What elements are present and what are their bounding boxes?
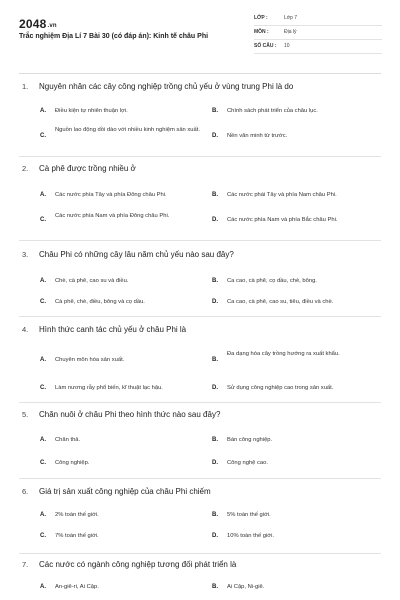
question-number: 3.	[22, 250, 29, 259]
question-number: 1.	[22, 82, 29, 91]
option-letter: C.	[40, 299, 46, 305]
option-letter: D.	[212, 133, 218, 139]
option-text: 5% toàn thế giới.	[227, 512, 271, 518]
option-text: Công nghệ cao.	[227, 460, 268, 466]
question-number: 2.	[22, 164, 29, 173]
site-logo[interactable]	[19, 17, 57, 31]
document-title: Trắc nghiệm Địa Lí 7 Bài 30 (có đáp án): Kinh tế châu Phi	[19, 33, 209, 40]
question-text: Các nước có ngành công nghiệp tương đối phát triển là	[39, 560, 237, 569]
option-letter: B.	[212, 108, 218, 114]
question-text: Cà phê được trồng nhiều ở	[39, 164, 136, 173]
option-text: An-giê-ri, Ai Cập.	[55, 584, 99, 590]
question-text: Hình thức canh tác chủ yếu ở châu Phi là	[39, 325, 187, 334]
question-number: 7.	[22, 560, 29, 569]
meta-grade	[254, 13, 382, 26]
option-text: 2% toàn thế giới.	[55, 512, 99, 518]
option-letter: A.	[40, 357, 46, 363]
logo-main: 2048	[19, 17, 47, 31]
question-number: 6.	[22, 487, 29, 496]
option-text: Ca cao, cà phê, cao su, tiêu, điều và chè.	[227, 299, 334, 305]
option-text: Chăn thả.	[55, 437, 81, 443]
meta-grade-label: LỚP :	[254, 15, 268, 21]
question-number: 4.	[22, 325, 29, 334]
option-letter: C.	[40, 460, 46, 466]
option-text: Ai Cập, Ni-giê.	[227, 584, 265, 590]
question-divider	[19, 316, 381, 317]
option-text: 7% toàn thế giới.	[55, 533, 99, 539]
option-text: Đa dạng hóa cây trồng hướng ra xuất khẩu.	[227, 351, 340, 357]
option-letter: C.	[40, 533, 46, 539]
meta-grade-value: Lớp 7	[284, 15, 298, 21]
option-text: Nền văn minh từ trước.	[227, 133, 288, 139]
option-letter: A.	[40, 192, 46, 198]
meta-subject-label: MÔN :	[254, 29, 269, 35]
option-letter: A.	[40, 108, 46, 114]
option-letter: A.	[40, 584, 46, 590]
option-letter: A.	[40, 278, 46, 284]
question-number: 5.	[22, 410, 29, 419]
option-text: Làm nương rẫy phổ biến, kĩ thuật lạc hậu.	[55, 385, 163, 391]
option-letter: C.	[40, 217, 46, 223]
option-letter: B.	[212, 437, 218, 443]
option-text: 10% toàn thế giới.	[227, 533, 274, 539]
question-text: Nguyên nhân các cây công nghiệp trồng chủ yếu ở vùng trung Phi là do	[39, 82, 294, 91]
option-letter: D.	[212, 385, 218, 391]
option-text: Sử dụng công nghiệp cao trong sản xuất.	[227, 385, 334, 391]
option-text: Công nghiệp.	[55, 460, 90, 466]
meta-question-count	[254, 41, 382, 54]
logo-suffix: .vn	[47, 23, 57, 29]
question-divider	[19, 402, 381, 403]
option-letter: A.	[40, 437, 46, 443]
option-letter: B.	[212, 512, 218, 518]
option-letter: C.	[40, 385, 46, 391]
option-letter: D.	[212, 299, 218, 305]
option-letter: C.	[40, 133, 46, 139]
question-text: Giá trị sản xuất công nghiệp của châu Phi chiếm	[39, 487, 211, 496]
option-letter: B.	[212, 278, 218, 284]
question-divider	[19, 156, 381, 157]
option-letter: B.	[212, 357, 218, 363]
option-letter: D.	[212, 217, 218, 223]
option-text: Bán công nghiệp.	[227, 437, 273, 443]
option-letter: B.	[212, 192, 218, 198]
question-divider	[19, 478, 381, 479]
option-text: Điều kiện tự nhiên thuận lợi.	[55, 108, 128, 114]
meta-question-count-value: 10	[284, 43, 290, 49]
question-text: Chăn nuôi ở châu Phi theo hình thức nào sau đây?	[39, 410, 221, 419]
header-divider	[19, 73, 381, 74]
meta-question-count-label: SỐ CÂU :	[254, 43, 277, 49]
option-letter: D.	[212, 533, 218, 539]
option-text: Các nước phía Nam và phía Đông châu Phi.	[55, 213, 170, 219]
option-letter: B.	[212, 584, 218, 590]
option-text: Các nước phía Tây và phía Đông châu Phi.	[55, 192, 167, 198]
question-divider	[19, 240, 381, 241]
option-letter: A.	[40, 512, 46, 518]
question-text: Châu Phi có những cây lâu năm chủ yếu nào sau đây?	[39, 250, 234, 259]
option-text: Cà phê, chè, điều, bông và cọ dầu.	[55, 299, 145, 305]
option-text: Chính sách phát triển của châu lục.	[227, 108, 318, 114]
question-divider	[19, 553, 381, 554]
meta-subject	[254, 27, 382, 40]
option-text: Ca cao, cà phê, cọ dầu, chè, bông.	[227, 278, 317, 284]
option-letter: D.	[212, 460, 218, 466]
option-text: Chè, cà phê, cao su và điều.	[55, 278, 129, 284]
page-header	[0, 0, 400, 72]
option-text: Nguồn lao động dồi dào với nhiều kinh nghiệm sản xuất.	[55, 127, 200, 133]
meta-subject-value: Địa lý	[284, 29, 297, 35]
option-text: Các nước phía Nam và phía Bắc châu Phi.	[227, 217, 338, 223]
option-text: Các nước phái Tây và phía Nam châu Phi.	[227, 192, 337, 198]
option-text: Chuyên môn hóa sản xuất.	[55, 357, 125, 363]
